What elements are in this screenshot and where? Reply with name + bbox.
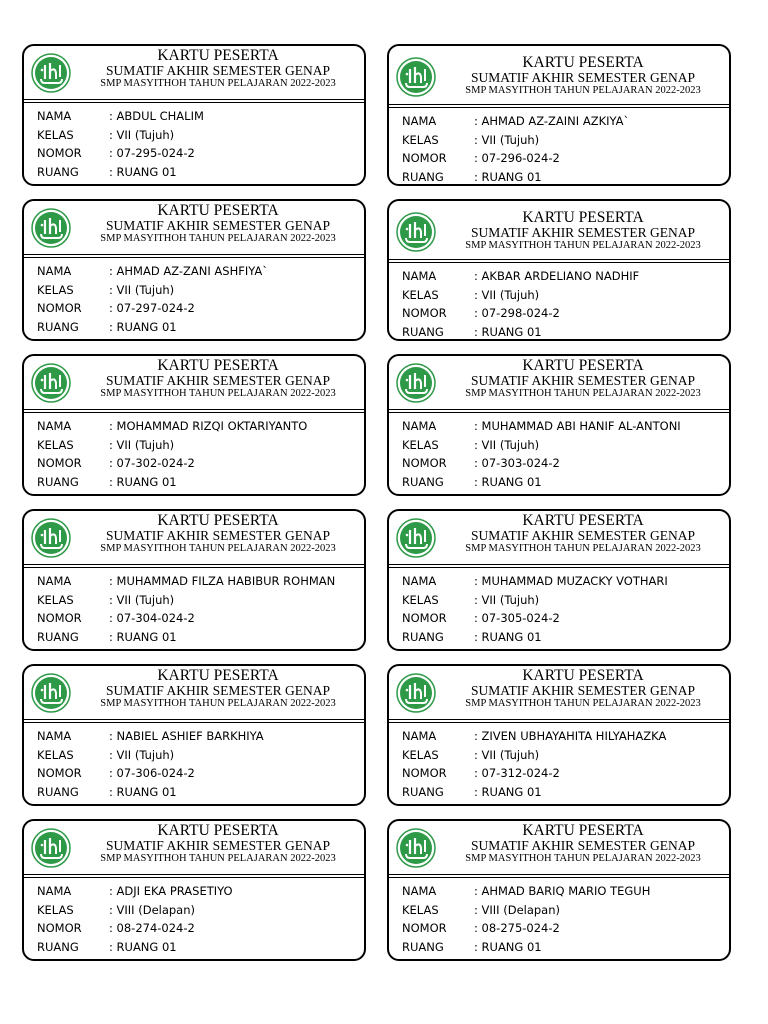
card-header: [24, 356, 364, 410]
field-row-kelas: [402, 286, 639, 305]
participant-card-4: [387, 199, 731, 341]
field-row-nama: [37, 417, 307, 436]
card-header: [389, 821, 729, 875]
field-row-ruang: [402, 323, 639, 342]
card-fields: [402, 267, 639, 341]
value-kelas: : VIII (Delapan): [109, 902, 196, 917]
label-nomor: NOMOR: [402, 766, 447, 780]
value-ruang: : RUANG 01: [474, 324, 542, 339]
card-fields: [37, 107, 204, 181]
label-ruang: RUANG: [37, 939, 79, 954]
field-row-nomor: [402, 764, 666, 783]
header-divider-thin: [24, 877, 364, 878]
field-row-nomor: [402, 609, 668, 628]
card-fields: [402, 572, 668, 646]
label-nomor: NOMOR: [37, 301, 82, 315]
field-row-nama: [402, 572, 668, 591]
field-row-nama: [402, 112, 629, 131]
header-divider-thin: [389, 877, 729, 878]
label-ruang: RUANG: [402, 939, 444, 954]
school-emblem-icon: [31, 53, 71, 93]
field-row-nomor: [37, 299, 268, 318]
school-emblem-icon: [396, 828, 436, 868]
value-kelas: : VII (Tujuh): [474, 132, 540, 147]
field-row-ruang: [37, 938, 233, 957]
participant-card-12: [387, 819, 731, 961]
label-nama: NAMA: [37, 109, 72, 123]
card-school-line: SMP MASYITHOH TAHUN PELAJARAN 2022-2023: [100, 543, 336, 554]
card-fields: [37, 417, 307, 491]
school-emblem-icon: [396, 518, 436, 558]
card-header: [389, 201, 729, 255]
card-titles: [72, 513, 364, 556]
label-kelas: KELAS: [37, 747, 74, 762]
field-row-nomor: [37, 764, 264, 783]
card-header: [389, 666, 729, 720]
field-row-ruang: [37, 783, 264, 802]
header-divider: [24, 409, 364, 410]
field-row-kelas: [37, 281, 268, 300]
label-ruang: RUANG: [37, 474, 79, 489]
field-row-nama: [402, 882, 650, 901]
value-nama: : MUHAMMAD FILZA HABIBUR ROHMAN: [109, 574, 336, 588]
label-ruang: RUANG: [402, 169, 444, 184]
value-ruang: : RUANG 01: [109, 164, 177, 179]
value-nomor: : 07-296-024-2: [474, 151, 560, 165]
card-title: KARTU PESERTA: [157, 822, 279, 839]
card-fields: [402, 882, 650, 956]
card-subtitle: SUMATIF AKHIR SEMESTER GENAP: [471, 838, 695, 853]
label-kelas: KELAS: [37, 282, 74, 297]
field-row-nama: [37, 572, 335, 591]
value-nama: : AHMAD BARIQ MARIO TEGUH: [474, 884, 651, 898]
participant-card-3: [22, 199, 366, 341]
header-divider: [24, 874, 364, 875]
label-nama: NAMA: [37, 729, 72, 743]
label-nomor: NOMOR: [402, 306, 447, 320]
label-nomor: NOMOR: [37, 611, 82, 625]
label-ruang: RUANG: [402, 629, 444, 644]
label-nama: NAMA: [402, 729, 437, 743]
card-subtitle: SUMATIF AKHIR SEMESTER GENAP: [471, 373, 695, 388]
field-row-nama: [402, 727, 666, 746]
card-title: KARTU PESERTA: [522, 512, 644, 529]
field-row-kelas: [402, 436, 681, 455]
header-divider: [389, 564, 729, 565]
value-nomor: : 07-312-024-2: [474, 766, 560, 780]
card-titles: [437, 513, 729, 556]
value-ruang: : RUANG 01: [474, 169, 542, 184]
participant-card-5: [22, 354, 366, 496]
field-row-nama: [37, 727, 264, 746]
field-row-nomor: [37, 454, 307, 473]
label-nomor: NOMOR: [402, 456, 447, 470]
header-divider: [24, 254, 364, 255]
value-nomor: : 07-297-024-2: [109, 301, 195, 315]
label-kelas: KELAS: [402, 437, 439, 452]
field-row-kelas: [402, 901, 650, 920]
field-row-nomor: [402, 454, 681, 473]
value-ruang: : RUANG 01: [474, 474, 542, 489]
value-kelas: : VII (Tujuh): [109, 437, 175, 452]
card-school-line: SMP MASYITHOH TAHUN PELAJARAN 2022-2023: [465, 85, 701, 96]
label-kelas: KELAS: [402, 287, 439, 302]
card-fields: [37, 262, 268, 336]
value-nomor: : 07-306-024-2: [109, 766, 195, 780]
card-header: [389, 511, 729, 565]
card-fields: [37, 882, 233, 956]
value-ruang: : RUANG 01: [109, 784, 177, 799]
card-titles: [437, 823, 729, 866]
field-row-nama: [402, 417, 681, 436]
card-fields: [402, 112, 629, 186]
label-ruang: RUANG: [37, 164, 79, 179]
value-nomor: : 08-275-024-2: [474, 921, 560, 935]
card-school-line: SMP MASYITHOH TAHUN PELAJARAN 2022-2023: [100, 388, 336, 399]
card-subtitle: SUMATIF AKHIR SEMESTER GENAP: [106, 218, 330, 233]
value-nama: : AHMAD AZ-ZAINI AZKIYA`: [474, 114, 630, 128]
field-row-kelas: [37, 126, 204, 145]
field-row-nomor: [402, 149, 629, 168]
header-divider-thin: [24, 257, 364, 258]
label-nama: NAMA: [402, 269, 437, 283]
card-title: KARTU PESERTA: [157, 202, 279, 219]
label-kelas: KELAS: [402, 747, 439, 762]
label-nomor: NOMOR: [37, 456, 82, 470]
value-kelas: : VII (Tujuh): [474, 437, 540, 452]
value-nomor: : 07-298-024-2: [474, 306, 560, 320]
card-school-line: SMP MASYITHOH TAHUN PELAJARAN 2022-2023: [100, 233, 336, 244]
header-divider-thin: [389, 722, 729, 723]
label-nama: NAMA: [402, 419, 437, 433]
label-nama: NAMA: [37, 574, 72, 588]
header-divider-thin: [24, 412, 364, 413]
value-nomor: : 07-304-024-2: [109, 611, 195, 625]
value-nama: : ABDUL CHALIM: [109, 109, 204, 123]
card-title: KARTU PESERTA: [522, 667, 644, 684]
card-subtitle: SUMATIF AKHIR SEMESTER GENAP: [106, 63, 330, 78]
value-nomor: : 07-295-024-2: [109, 146, 195, 160]
value-kelas: : VIII (Delapan): [474, 902, 561, 917]
field-row-kelas: [402, 131, 629, 150]
card-title: KARTU PESERTA: [157, 512, 279, 529]
field-row-ruang: [402, 938, 650, 957]
participant-card-8: [387, 509, 731, 651]
field-row-kelas: [402, 591, 668, 610]
field-row-nomor: [402, 919, 650, 938]
value-kelas: : VII (Tujuh): [474, 747, 540, 762]
label-kelas: KELAS: [402, 902, 439, 917]
value-ruang: : RUANG 01: [109, 939, 177, 954]
header-divider-thin: [24, 102, 364, 103]
label-kelas: KELAS: [37, 127, 74, 142]
card-titles: [437, 210, 729, 253]
field-row-nama: [37, 882, 233, 901]
card-school-line: SMP MASYITHOH TAHUN PELAJARAN 2022-2023: [100, 78, 336, 89]
label-nama: NAMA: [37, 264, 72, 278]
field-row-nomor: [402, 304, 639, 323]
card-subtitle: SUMATIF AKHIR SEMESTER GENAP: [106, 373, 330, 388]
field-row-ruang: [402, 783, 666, 802]
card-header: [389, 356, 729, 410]
card-title: KARTU PESERTA: [522, 209, 644, 226]
school-emblem-icon: [31, 518, 71, 558]
card-subtitle: SUMATIF AKHIR SEMESTER GENAP: [471, 70, 695, 85]
label-kelas: KELAS: [402, 132, 439, 147]
label-ruang: RUANG: [402, 324, 444, 339]
label-kelas: KELAS: [37, 902, 74, 917]
value-nama: : MUHAMMAD ABI HANIF AL-ANTONI: [474, 419, 681, 433]
field-row-nama: [402, 267, 639, 286]
participant-card-10: [387, 664, 731, 806]
value-nama: : ADJI EKA PRASETIYO: [109, 884, 233, 898]
field-row-kelas: [37, 901, 233, 920]
header-divider-thin: [389, 567, 729, 568]
header-divider-thin: [389, 107, 729, 108]
header-divider-thin: [389, 412, 729, 413]
participant-card-11: [22, 819, 366, 961]
value-nama: : AHMAD AZ-ZANI ASHFIYA`: [109, 264, 269, 278]
card-header: [24, 511, 364, 565]
field-row-ruang: [37, 318, 268, 337]
label-nomor: NOMOR: [402, 611, 447, 625]
card-title: KARTU PESERTA: [157, 357, 279, 374]
label-kelas: KELAS: [37, 437, 74, 452]
label-nama: NAMA: [402, 884, 437, 898]
field-row-nomor: [37, 144, 204, 163]
school-emblem-icon: [31, 828, 71, 868]
value-nomor: : 08-274-024-2: [109, 921, 195, 935]
school-emblem-icon: [396, 57, 436, 97]
header-divider: [389, 874, 729, 875]
value-nama: : NABIEL ASHIEF BARKHIYA: [109, 729, 264, 743]
school-emblem-icon: [396, 363, 436, 403]
value-ruang: : RUANG 01: [109, 474, 177, 489]
card-subtitle: SUMATIF AKHIR SEMESTER GENAP: [106, 528, 330, 543]
label-ruang: RUANG: [402, 784, 444, 799]
label-nama: NAMA: [37, 884, 72, 898]
field-row-kelas: [402, 746, 666, 765]
value-ruang: : RUANG 01: [109, 629, 177, 644]
value-kelas: : VII (Tujuh): [474, 287, 540, 302]
card-title: KARTU PESERTA: [157, 47, 279, 64]
card-titles: [437, 668, 729, 711]
field-row-ruang: [402, 168, 629, 187]
header-divider: [389, 719, 729, 720]
value-nomor: : 07-302-024-2: [109, 456, 195, 470]
label-ruang: RUANG: [37, 319, 79, 334]
field-row-nomor: [37, 609, 335, 628]
header-divider: [389, 259, 729, 260]
header-divider: [24, 719, 364, 720]
value-kelas: : VII (Tujuh): [109, 282, 175, 297]
card-header: [24, 201, 364, 255]
label-nomor: NOMOR: [37, 146, 82, 160]
card-title: KARTU PESERTA: [522, 54, 644, 71]
field-row-nama: [37, 262, 268, 281]
label-nomor: NOMOR: [37, 766, 82, 780]
card-subtitle: SUMATIF AKHIR SEMESTER GENAP: [471, 683, 695, 698]
card-subtitle: SUMATIF AKHIR SEMESTER GENAP: [471, 528, 695, 543]
card-header: [24, 821, 364, 875]
label-nama: NAMA: [402, 574, 437, 588]
field-row-nomor: [37, 919, 233, 938]
field-row-ruang: [402, 628, 668, 647]
value-ruang: : RUANG 01: [474, 939, 542, 954]
label-ruang: RUANG: [402, 474, 444, 489]
school-emblem-icon: [396, 673, 436, 713]
school-emblem-icon: [31, 363, 71, 403]
field-row-kelas: [37, 746, 264, 765]
value-nomor: : 07-303-024-2: [474, 456, 560, 470]
value-nama: : MUHAMMAD MUZACKY VOTHARI: [474, 574, 668, 588]
value-kelas: : VII (Tujuh): [109, 592, 175, 607]
card-school-line: SMP MASYITHOH TAHUN PELAJARAN 2022-2023: [465, 698, 701, 709]
header-divider-thin: [24, 567, 364, 568]
value-ruang: : RUANG 01: [474, 784, 542, 799]
card-school-line: SMP MASYITHOH TAHUN PELAJARAN 2022-2023: [465, 388, 701, 399]
value-nomor: : 07-305-024-2: [474, 611, 560, 625]
school-emblem-icon: [31, 673, 71, 713]
label-nomor: NOMOR: [402, 151, 447, 165]
card-subtitle: SUMATIF AKHIR SEMESTER GENAP: [471, 225, 695, 240]
card-fields: [37, 572, 335, 646]
field-row-ruang: [37, 473, 307, 492]
participant-card-9: [22, 664, 366, 806]
card-school-line: SMP MASYITHOH TAHUN PELAJARAN 2022-2023: [100, 853, 336, 864]
participant-card-2: [387, 44, 731, 186]
card-titles: [72, 48, 364, 91]
header-divider: [389, 104, 729, 105]
header-divider: [24, 99, 364, 100]
card-fields: [402, 727, 666, 801]
school-emblem-icon: [31, 208, 71, 248]
field-row-nama: [37, 107, 204, 126]
field-row-kelas: [37, 591, 335, 610]
participant-card-6: [387, 354, 731, 496]
participant-card-7: [22, 509, 366, 651]
value-nama: : MOHAMMAD RIZQI OKTARIYANTO: [109, 419, 308, 433]
value-ruang: : RUANG 01: [109, 319, 177, 334]
label-nomor: NOMOR: [402, 921, 447, 935]
card-school-line: SMP MASYITHOH TAHUN PELAJARAN 2022-2023: [100, 698, 336, 709]
card-school-line: SMP MASYITHOH TAHUN PELAJARAN 2022-2023: [465, 543, 701, 554]
value-nama: : ZIVEN UBHAYAHITA HILYAHAZKA: [474, 729, 667, 743]
participant-card-1: [22, 44, 366, 186]
card-titles: [437, 55, 729, 98]
card-subtitle: SUMATIF AKHIR SEMESTER GENAP: [106, 683, 330, 698]
value-kelas: : VII (Tujuh): [474, 592, 540, 607]
field-row-ruang: [402, 473, 681, 492]
card-header: [389, 46, 729, 100]
label-nama: NAMA: [402, 114, 437, 128]
label-nama: NAMA: [37, 419, 72, 433]
value-ruang: : RUANG 01: [474, 629, 542, 644]
label-nomor: NOMOR: [37, 921, 82, 935]
card-school-line: SMP MASYITHOH TAHUN PELAJARAN 2022-2023: [465, 240, 701, 251]
card-subtitle: SUMATIF AKHIR SEMESTER GENAP: [106, 838, 330, 853]
header-divider: [24, 564, 364, 565]
header-divider: [389, 409, 729, 410]
label-ruang: RUANG: [37, 629, 79, 644]
card-title: KARTU PESERTA: [522, 357, 644, 374]
card-titles: [437, 358, 729, 401]
school-emblem-icon: [396, 212, 436, 252]
card-header: [24, 46, 364, 100]
card-title: KARTU PESERTA: [522, 822, 644, 839]
label-kelas: KELAS: [402, 592, 439, 607]
card-fields: [402, 417, 681, 491]
value-kelas: : VII (Tujuh): [109, 127, 175, 142]
card-title: KARTU PESERTA: [157, 667, 279, 684]
label-kelas: KELAS: [37, 592, 74, 607]
card-titles: [72, 823, 364, 866]
field-row-ruang: [37, 163, 204, 182]
header-divider-thin: [24, 722, 364, 723]
value-nama: : AKBAR ARDELIANO NADHIF: [474, 269, 640, 283]
card-school-line: SMP MASYITHOH TAHUN PELAJARAN 2022-2023: [465, 853, 701, 864]
header-divider-thin: [389, 262, 729, 263]
card-titles: [72, 358, 364, 401]
value-kelas: : VII (Tujuh): [109, 747, 175, 762]
label-ruang: RUANG: [37, 784, 79, 799]
card-header: [24, 666, 364, 720]
card-fields: [37, 727, 264, 801]
card-titles: [72, 203, 364, 246]
field-row-kelas: [37, 436, 307, 455]
field-row-ruang: [37, 628, 335, 647]
card-titles: [72, 668, 364, 711]
